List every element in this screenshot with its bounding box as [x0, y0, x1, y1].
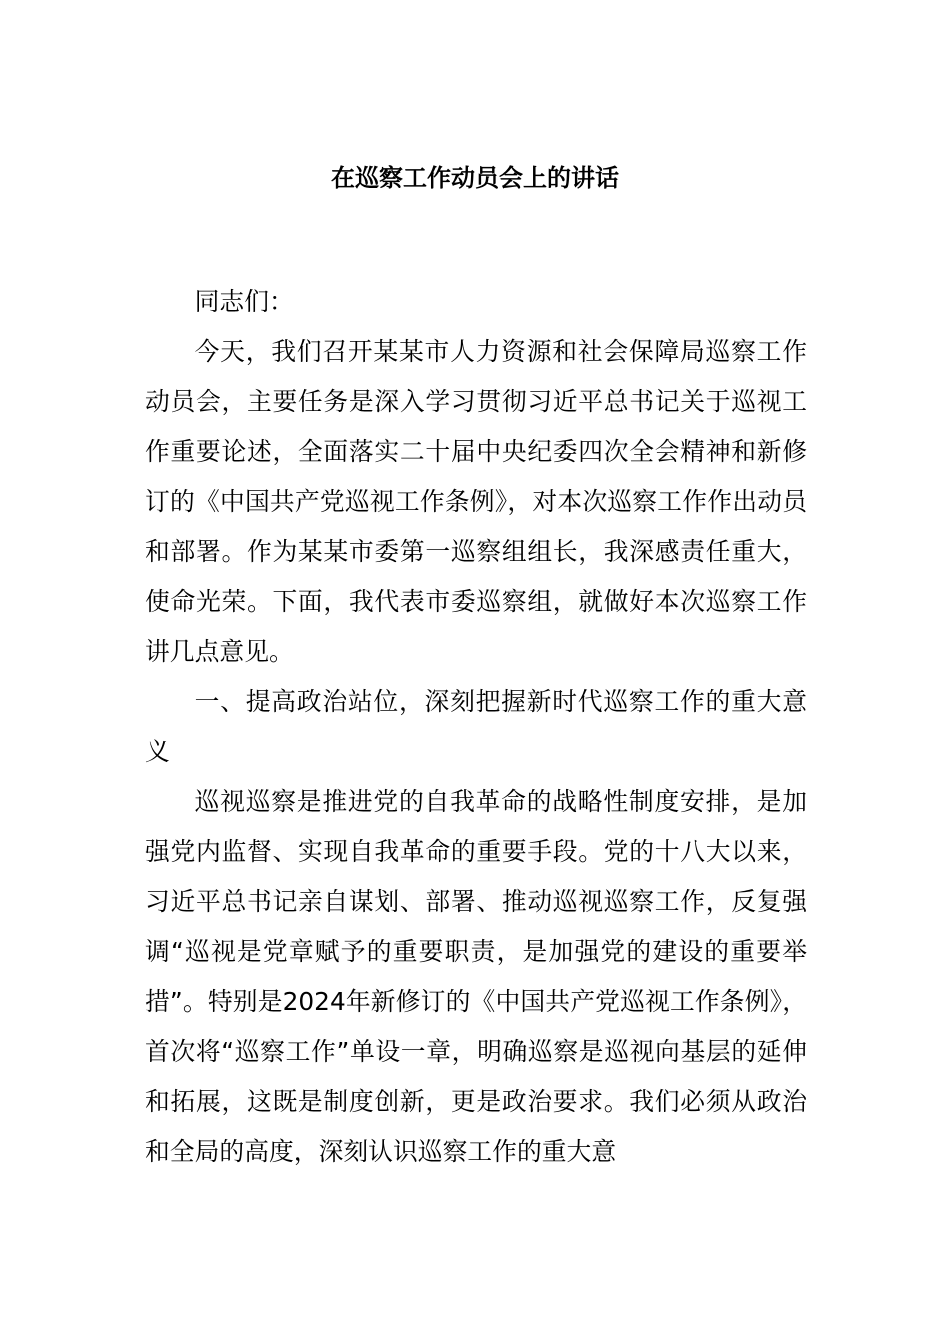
document-title: 在巡察工作动员会上的讲话: [331, 164, 619, 192]
paragraph-section-1: 巡视巡察是推进党的自我革命的战略性制度安排，是加强党内监督、实现自我革命的重要手段。党的十八大以来，习近平总书记亲自谋划、部署、推动巡视巡察工作，反复强调“巡视是党章赋予的重要职责，是加强党的建设的重要举措”。特别是2024年新修订的《中国共产党巡视工作条例》，首次将“巡察工作”单设一章，明确巡察是巡视向基层的延伸和拓展，这既是制度创新，更是政治要求。我们必须从政治和全局的高度，深刻认识巡察工作的重大意: [145, 787, 807, 1166]
section-heading-1: 一、提高政治站位，深刻把握新时代巡察工作的重大意义: [145, 687, 807, 766]
document-body: [145, 277, 807, 1177]
paragraph-intro: 今天，我们召开某某市人力资源和社会保障局巡察工作动员会，主要任务是深入学习贯彻习近平总书记关于巡视工作重要论述，全面落实二十届中央纪委四次全会精神和新修订的《中国共产党巡视工作条例》，对本次巡察工作作出动员和部署。作为某某市委第一巡察组组长，我深感责任重大，使命光荣。下面，我代表市委巡察组，就做好本次巡察工作讲几点意见。: [145, 337, 807, 666]
salutation: 同志们：: [194, 287, 294, 316]
